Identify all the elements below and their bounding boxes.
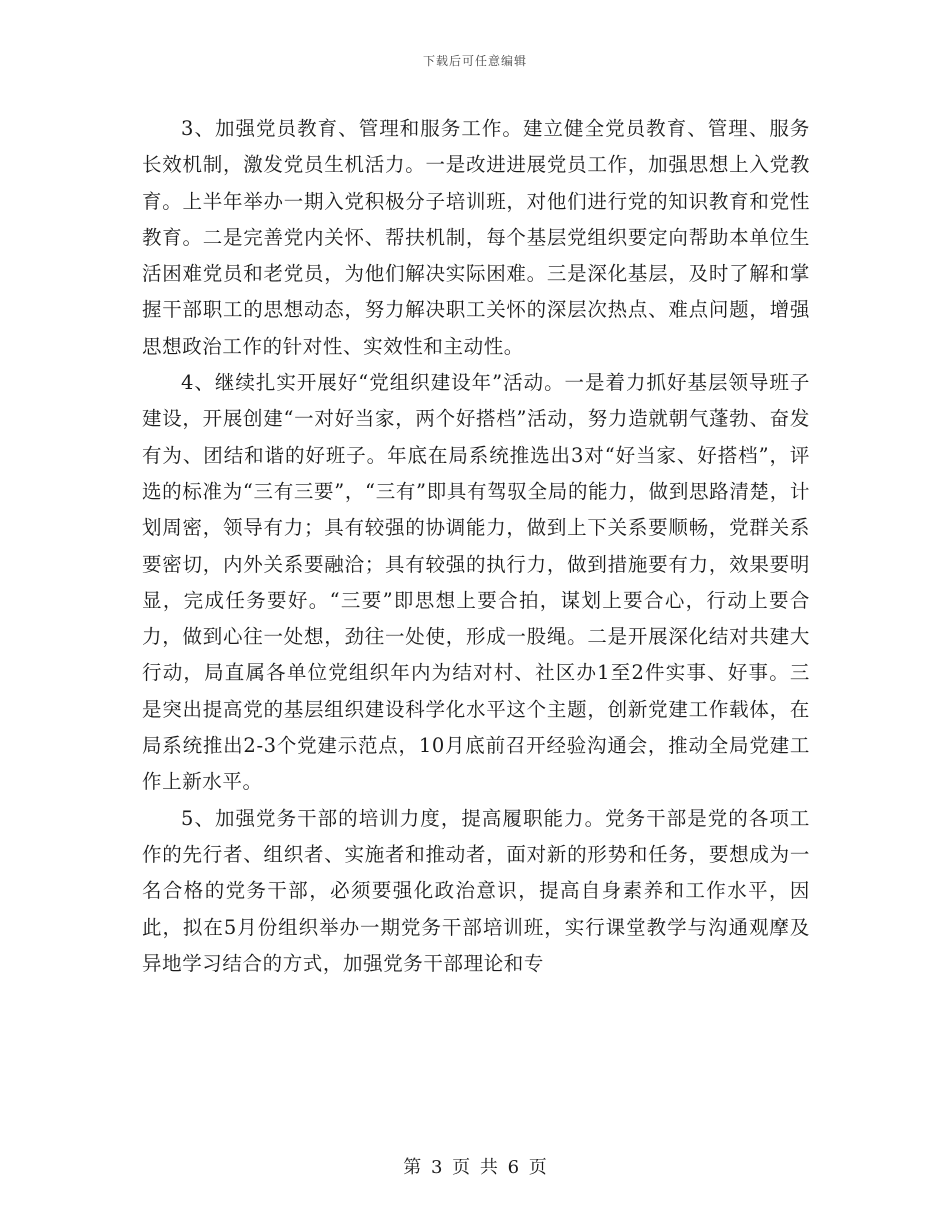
footer-current-page: 3: [430, 1157, 443, 1178]
footer-total-word: 共: [479, 1157, 498, 1178]
paragraph-5: 5、加强党务干部的培训力度，提高履职能力。党务干部是党的各项工作的先行者、组织者、实施者和推动者，面对新的形势和任务，要想成为一名合格的党务干部，必须要强化政治意识，提高自身素养和工作水平，因此，拟在5月份组织举办一期党务干部培训班，实行课堂教学与沟通观摩及异地学习结合的方式，加强党务干部理论和专: [142, 806, 810, 975]
footer-page-word: 页: [452, 1157, 471, 1178]
document-body: [142, 111, 810, 982]
header-note: 下载后可任意编辑: [422, 54, 527, 68]
paragraph-4: 4、继续扎实开展好“党组织建设年”活动。一是着力抓好基层领导班子建设，开展创建“一对好当家，两个好搭档”活动，努力造就朝气蓬勃、奋发有为、团结和谐的好班子。年底在局系统推选出3对“好当家、好搭档”，评选的标准为“三有三要”，“三有”即具有驾驭全局的能力，做到思路清楚，计划周密，领导有力；具有较强的协调能力，做到上下关系要顺畅，党群关系要密切，内外关系要融洽；具有较强的执行力，做到措施要有力，效果要明显，完成任务要好。“三要”即思想上要合拍，谋划上要合心，行动上要合力，做到心往一处想，劲往一处使，形成一股绳。二是开展深化结对共建大行动，局直属各单位党组织年内为结对村、社区办1至2件实事、好事。三是突出提高党的基层组织建设科学化水平这个主题，创新党建工作载体，在局系统推出2-3个党建示范点，10月底前召开经验沟通会，推动全局党建工作上新水平。: [142, 371, 810, 794]
footer-prefix: 第: [403, 1157, 422, 1178]
footer-suffix: 页: [528, 1157, 547, 1178]
paragraph-3: 3、加强党员教育、管理和服务工作。建立健全党员教育、管理、服务长效机制，激发党员生机活力。一是改进进展党员工作，加强思想上入党教育。上半年举办一期入党积极分子培训班，对他们进行党的知识教育和党性教育。二是完善党内关怀、帮扶机制，每个基层党组织要定向帮助本单位生活困难党员和老党员，为他们解决实际困难。三是深化基层，及时了解和掌握干部职工的思想动态，努力解决职工关怀的深层次热点、难点问题，增强思想政治工作的针对性、实效性和主动性。: [142, 117, 810, 358]
footer-total-pages: 6: [507, 1157, 520, 1178]
page-footer: [0, 1153, 950, 1179]
